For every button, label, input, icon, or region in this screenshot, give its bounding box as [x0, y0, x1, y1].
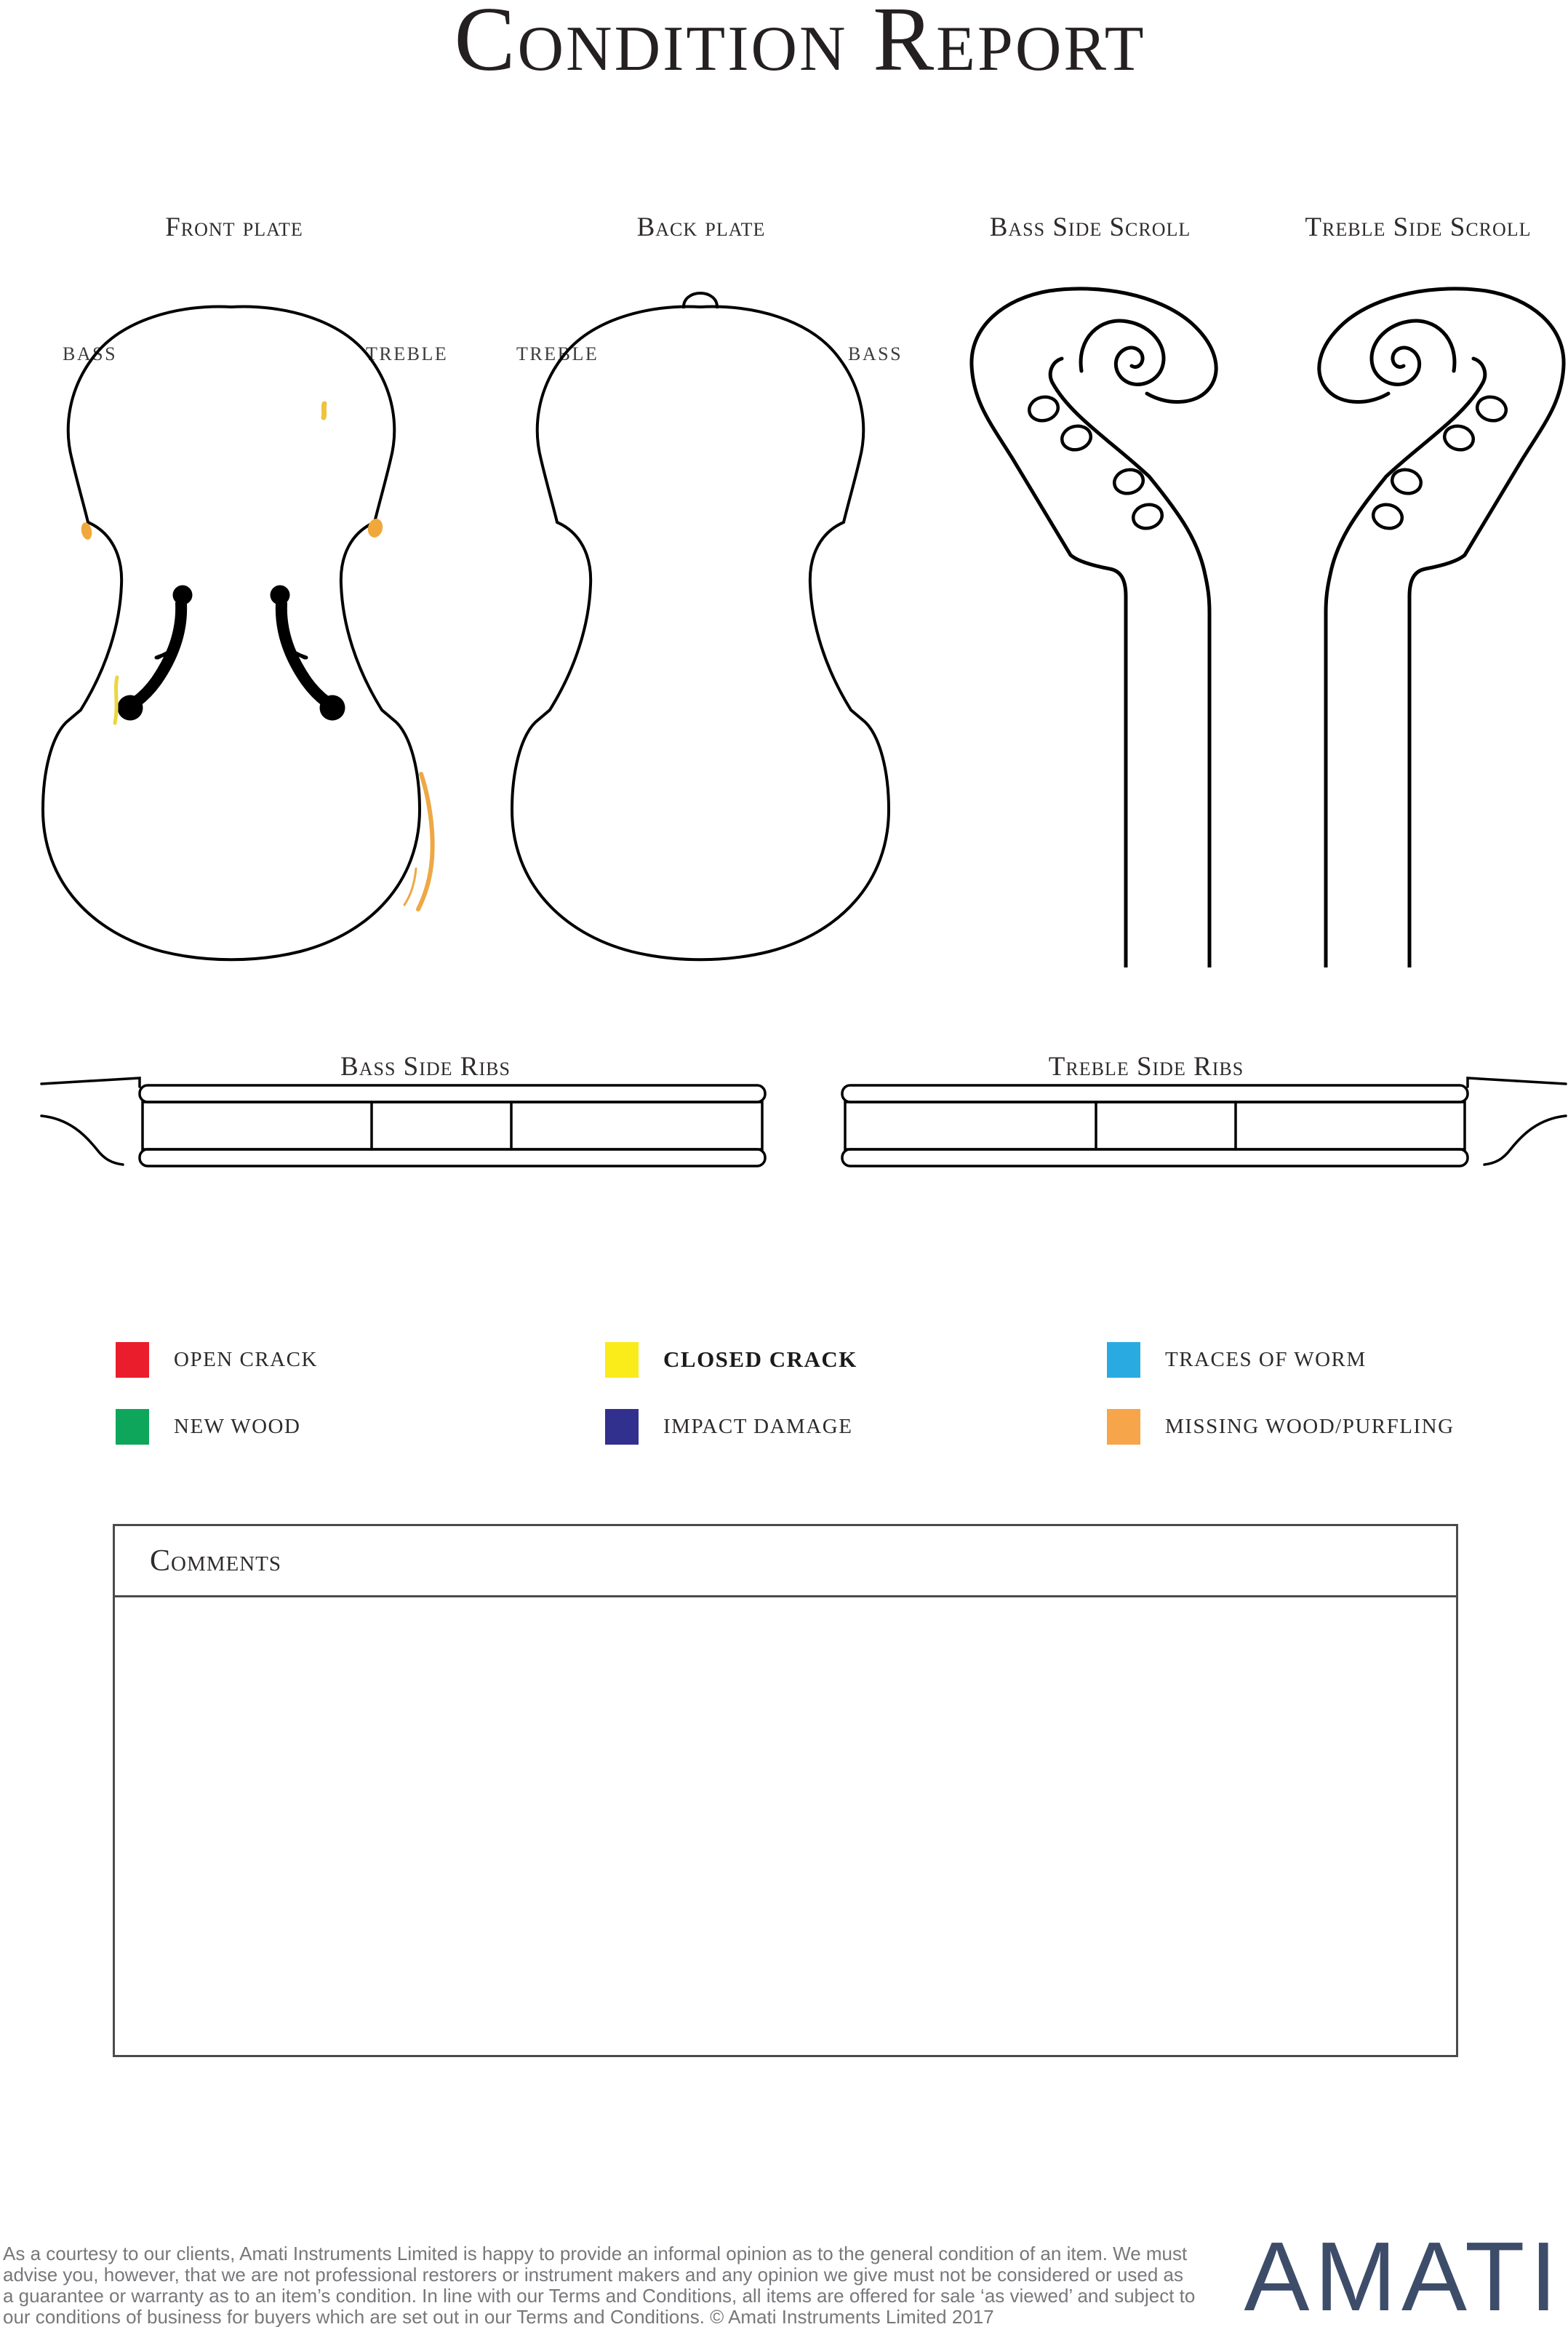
page-title: Condition Report [454, 0, 1146, 90]
legend-item-new-wood [116, 1408, 300, 1445]
bass-ribs-title: Bass Side Ribs [340, 1052, 511, 1082]
legend-item-missing-wood-purfling [1107, 1408, 1455, 1445]
traces-of-worm-swatch [1107, 1342, 1140, 1378]
legend-item-closed-crack [605, 1341, 857, 1378]
legend-label: IMPACT DAMAGE [663, 1414, 853, 1438]
front-plate-title: Front plate [165, 212, 303, 242]
open-crack-swatch [116, 1342, 149, 1378]
back-plate-bass-label: BASS [848, 343, 903, 364]
bass-f-hole [118, 586, 193, 721]
closed-crack-swatch [605, 1342, 639, 1378]
legend-label: NEW WOOD [174, 1414, 301, 1438]
bass-scroll-title: Bass Side Scroll [989, 212, 1191, 242]
amati-logo: AMATI [1244, 2222, 1562, 2327]
bass-scroll-diagram [967, 284, 1287, 967]
disclaimer-line: a guarantee or warranty as to an item’s condition. In line with our Terms and Conditions, all items are offered for sale ‘as viewed’ and subject to [3, 2285, 1196, 2307]
front-plate-diagram [40, 282, 440, 970]
comments-header: Comments [115, 1526, 1456, 1597]
comments-box [113, 1524, 1458, 2057]
comments-input-area[interactable] [115, 1597, 1456, 2054]
treble-f-hole [271, 586, 345, 721]
treble-scroll-diagram [1248, 284, 1568, 967]
bass-ribs-diagram [40, 1075, 775, 1168]
front-plate-outline [43, 307, 420, 960]
legend-label: TRACES OF WORM [1165, 1347, 1367, 1371]
legend-item-traces-of-worm [1107, 1341, 1367, 1378]
front-plate-treble-label: TREBLE [366, 343, 449, 364]
treble-ribs-title: Treble Side Ribs [1048, 1052, 1244, 1082]
impact-damage-swatch [605, 1409, 639, 1445]
treble-ribs-diagram [833, 1075, 1567, 1168]
disclaimer-line: As a courtesy to our clients, Amati Instruments Limited is happy to provide an informal opinion as to the general condition of an item. We must [3, 2243, 1188, 2264]
disclaimer-text [3, 2243, 1195, 2327]
front-plate-bass-label: BASS [63, 343, 118, 364]
back-plate-diagram [509, 282, 909, 970]
back-plate-treble-label: TREBLE [516, 343, 599, 364]
legend-item-open-crack [116, 1341, 318, 1378]
mark-closed-crack-bass-lower-edge [115, 677, 117, 723]
mark-missing-wood-treble-corner [366, 517, 385, 539]
treble-scroll-title: Treble Side Scroll [1305, 212, 1532, 242]
legend-item-impact-damage [605, 1408, 852, 1445]
back-plate-outline [512, 307, 889, 960]
missing-wood-purfling-swatch [1107, 1409, 1140, 1445]
back-plate-title: Back plate [636, 212, 766, 242]
disclaimer-line: our conditions of business for buyers which are set out in our Terms and Conditions. © Amati Instruments Limited 2017 [3, 2306, 994, 2327]
legend-label: CLOSED CRACK [663, 1346, 857, 1372]
legend-label: MISSING WOOD/PURFLING [1165, 1414, 1455, 1438]
new-wood-swatch [116, 1409, 149, 1445]
disclaimer-line: advise you, however, that we are not professional restorers or instrument makers and any opinion we give must not be considered or used as [3, 2264, 1183, 2286]
legend-label: OPEN CRACK [174, 1347, 318, 1371]
